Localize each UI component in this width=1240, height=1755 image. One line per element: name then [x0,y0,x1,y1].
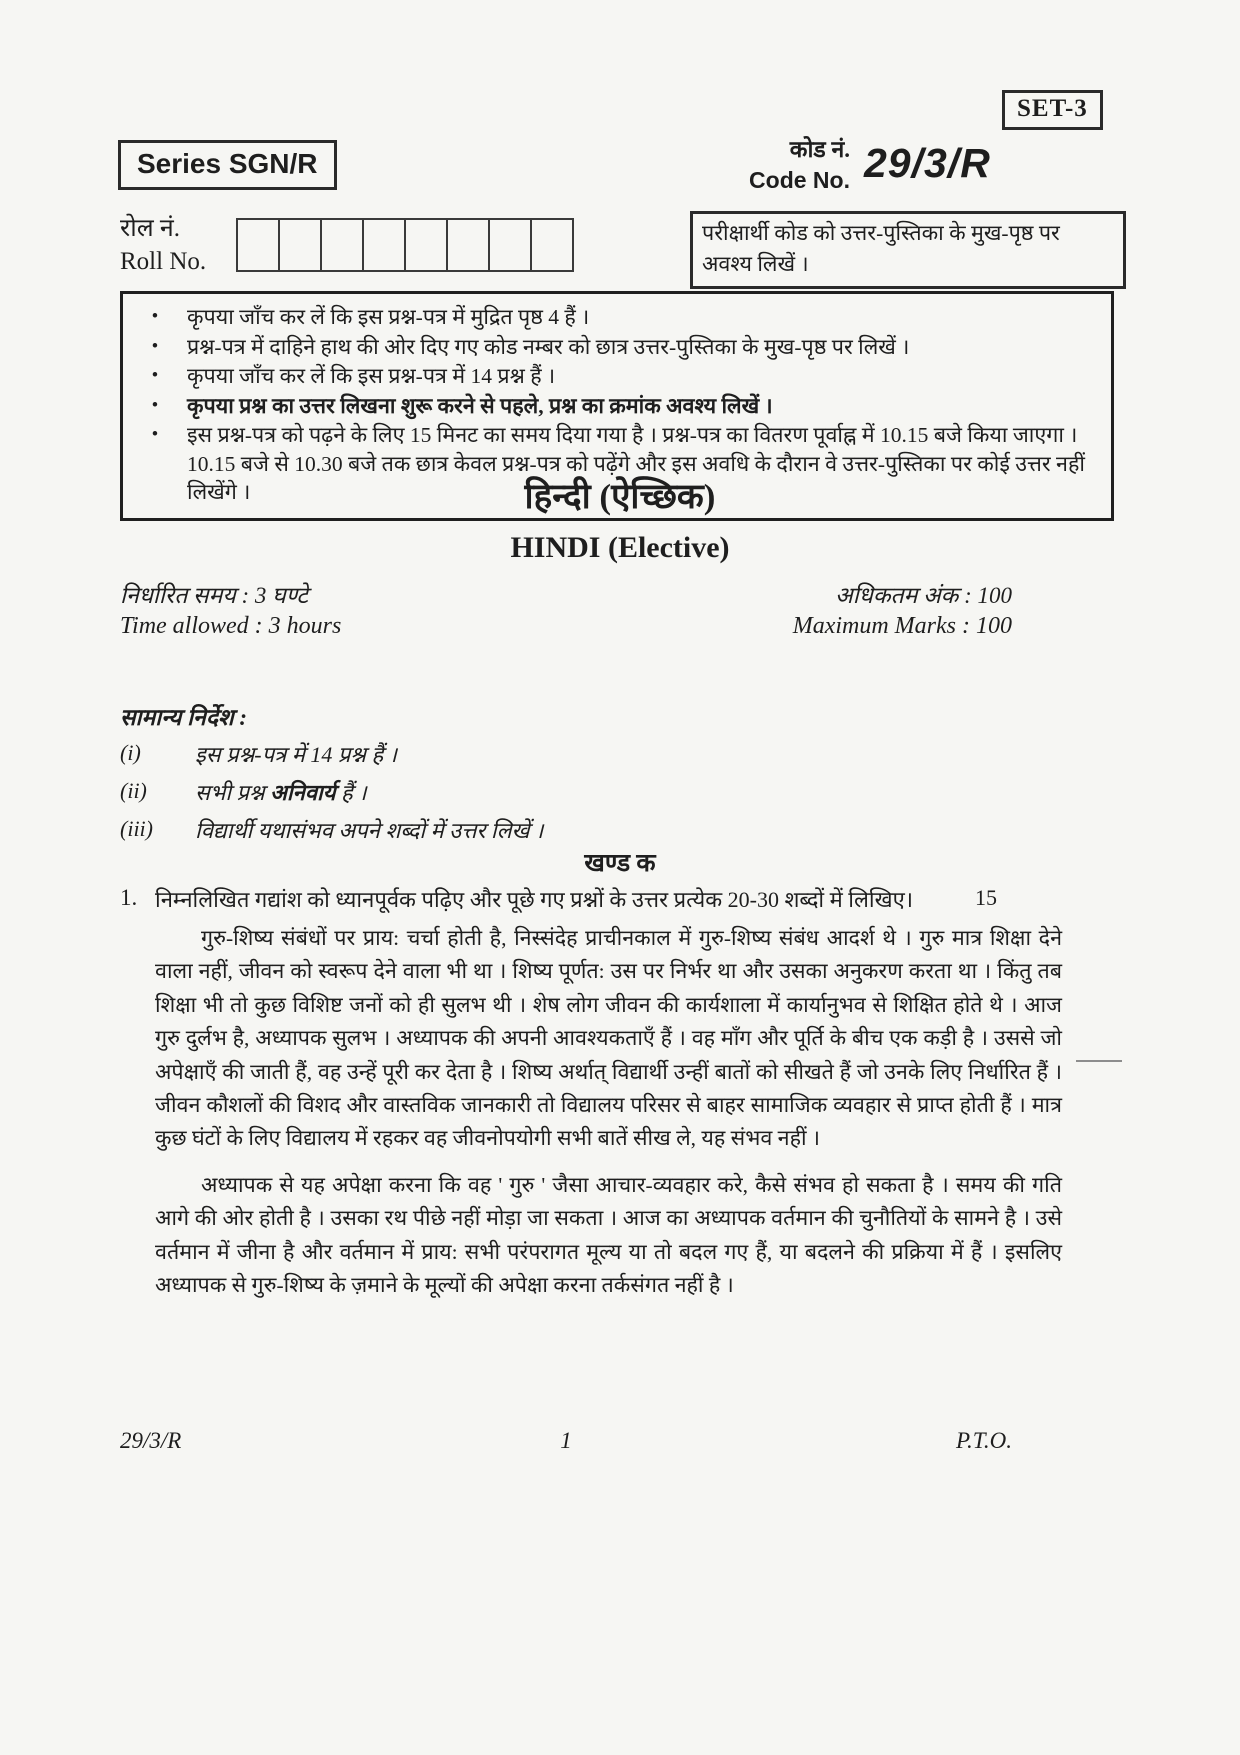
paper-title-english: HINDI (Elective) [510,531,730,564]
time-allowed-hindi: निर्धारित समय : 3 घण्टे [120,583,308,608]
paper-title-hindi: हिन्दी (ऐच्छिक) [524,477,716,516]
roll-number-grid [236,218,574,272]
code-number-labels [718,134,850,196]
series-badge: Series SGN/R [118,140,337,190]
footer-code: 29/3/R [120,1428,182,1453]
reading-passage [155,922,1062,1315]
candidate-instruction-text: परीक्षार्थी कोड को उत्तर-पुस्तिका के मुख-पृष्ठ पर अवश्य लिखें । [702,221,1060,276]
footer-pto: P.T.O. [955,1428,1012,1453]
roll-digit-cell[interactable] [446,218,490,272]
question-text: निम्नलिखित गद्यांश को ध्यानपूर्वक पढ़िए और पूछे गए प्रश्नों के उत्तर प्रत्येक 20-30 शब्दों में लिखिए। [155,887,914,912]
roll-digit-cell[interactable] [530,218,574,272]
roll-label-hindi: रोल नं. [120,215,181,242]
code-number-block [718,134,1018,196]
bullet-icon: • [151,424,159,445]
roll-digit-cell[interactable] [488,218,532,272]
general-directions-heading: सामान्य निर्देश : [120,705,248,730]
notice-text: प्रश्न-पत्र में दाहिने हाथ की ओर दिए गए कोड नम्बर को छात्र उत्तर-पुस्तिका के मुख-पृष्ठ पर लिखें । [187,334,910,359]
roll-digit-cell[interactable] [320,218,364,272]
direction-number: (i) [120,740,141,765]
direction-number: (ii) [120,778,147,803]
notice-item [123,333,1101,362]
code-label-hindi: कोड नं. [789,137,850,162]
general-directions-list [120,740,1020,854]
passage-paragraph-1: गुरु-शिष्य संबंधों पर प्राय: चर्चा होती है, निस्संदेह प्राचीनकाल में गुरु-शिष्य संबंध आदर्श थे । गुरु मात्र शिक्षा देने वाला नहीं, जीवन को स्वरूप देने वाला भी था । शिष्य पूर्णत: उस पर निर्भर था और उसका अनुकरण करता था । किंतु तब शिक्षा भी तो कुछ विशिष्ट जनों को ही सुलभ थी । शेष लोग जीवन की कार्यशाला में कार्यानुभव से शिक्षित होते थे । आज गुरु दुर्लभ है, अध्यापक सुलभ । अध्यापक की अपनी आवश्यकताएँ हैं । वह माँग और पूर्ति के बीच एक कड़ी है । उससे जो अपेक्षाएँ की जाती हैं, वह उन्हें पूरी कर देता है । शिष्य अर्थात् विद्यार्थी उन्हीं बातों को सीखते हैं जो उनके लिए निर्धारित हैं । जीवन कौशलों की विशद और वास्तविक जानकारी तो विद्यालय परिसर से बाहर सामाजिक व्यवहार से प्राप्त होती हैं । मात्र कुछ घंटों के लिए विद्यालय में रहकर वह जीवनोपयोगी सभी बातें सीख ले, यह संभव नहीं । [155,926,1062,1151]
code-label-english: Code No. [749,167,850,193]
section-heading: खण्ड क [584,850,656,877]
margin-dash-mark [1076,1060,1122,1062]
set-number-badge: SET-3 [1002,90,1103,130]
code-number-value: 29/3/R [864,140,991,186]
notice-item [123,392,1101,421]
maximum-marks-block [793,580,1012,642]
bullet-icon: • [151,335,159,357]
notice-text: कृपया जाँच कर लें कि इस प्रश्न-पत्र में मुद्रित पृष्ठ 4 हैं । [187,305,590,329]
time-marks-row [120,580,1012,642]
roll-digit-cell[interactable] [404,218,448,272]
passage-paragraph-2: अध्यापक से यह अपेक्षा करना कि वह ' गुरु ' जैसा आचार-व्यवहार करे, कैसे संभव हो सकता है । समय की गति आगे की ओर होती है । उसका रथ पीछे नहीं मोड़ा जा सकता । आज का अध्यापक वर्तमान की चुनौतियों के सामने है । उसे वर्तमान में जीना है और वर्तमान में प्राय: सभी परंपरागत मूल्य या तो बदल गए हैं, या बदलने की प्रक्रिया में हैं । इसलिए अध्यापक से गुरु-शिष्य के ज़माने के मूल्यों की अपेक्षा करना तर्कसंगत नहीं है । [155,1172,1062,1298]
roll-digit-cell[interactable] [236,218,280,272]
maximum-marks-hindi: अधिकतम अंक : 100 [835,583,1012,608]
direction-number: (iii) [120,816,153,841]
notice-item [123,362,1101,391]
direction-item [120,778,1020,807]
question-number: 1. [120,885,138,910]
direction-text: सभी प्रश्न अनिवार्य हैं । [195,780,367,805]
time-allowed-english: Time allowed : 3 hours [120,613,342,639]
direction-text: इस प्रश्न-पत्र में 14 प्रश्न हैं । [195,742,397,767]
bullet-icon: • [151,394,159,416]
roll-label-english: Roll No. [120,248,207,275]
bullet-icon: • [151,365,159,386]
time-allowed-block [120,580,341,642]
footer-page-number: 1 [560,1428,572,1453]
notice-item [123,303,1101,332]
direction-item [120,816,1020,845]
maximum-marks-english: Maximum Marks : 100 [792,613,1012,639]
question-marks: 15 [975,885,997,910]
notice-text: कृपया प्रश्न का उत्तर लिखना शुरू करने से पहले, प्रश्न का क्रमांक अवश्य लिखें । [187,393,773,418]
notice-text: इस प्रश्न-पत्र को पढ़ने के लिए 15 मिनट का समय दिया गया है । प्रश्न-पत्र का वितरण पूर्वाह्न में 10.15 बजे किया जाएगा । 10.15 बजे से 10.30 बजे तक छात्र केवल प्रश्न-पत्र को पढ़ेंगे और इस अवधि के दौरान वे उत्तर-पुस्तिका पर कोई उत्तर नहीं लिखेंगे । [187,423,1085,504]
roll-digit-cell[interactable] [278,218,322,272]
roll-digit-cell[interactable] [362,218,406,272]
bullet-icon: • [151,306,159,327]
notice-text: कृपया जाँच कर लें कि इस प्रश्न-पत्र में 14 प्रश्न हैं । [187,364,556,388]
candidate-instruction-box [690,211,1126,289]
roll-number-label [120,212,206,278]
direction-item [120,740,1020,769]
direction-text: विद्यार्थी यथासंभव अपने शब्दों में उत्तर लिखें । [195,818,544,843]
